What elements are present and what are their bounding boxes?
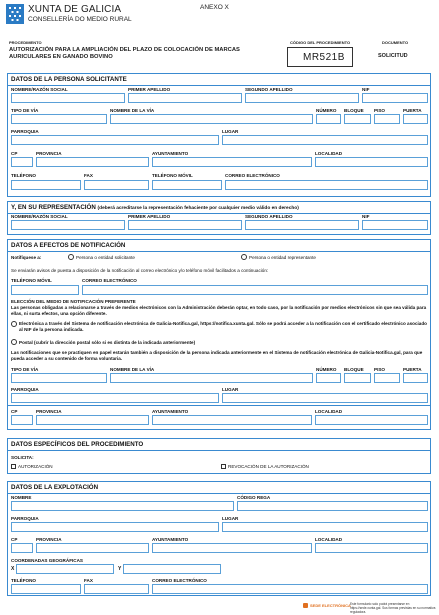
procedure-table	[7, 38, 431, 69]
rep-apellido2-field[interactable]	[245, 220, 359, 230]
lugar-label: LUGAR	[222, 129, 239, 134]
rep-nif-label: NIF	[362, 214, 370, 219]
apellido2-label: SEGUNDO APELLIDO	[245, 87, 293, 92]
exp-localidad-field[interactable]	[315, 543, 428, 553]
doc-value: SOLICITUD	[378, 53, 408, 59]
numero-field[interactable]	[316, 114, 341, 124]
nombre-via-field[interactable]	[110, 114, 313, 124]
exp-ayuntamiento-label: AYUNTAMIENTO	[152, 537, 189, 542]
exp-provincia-label: PROVINCIA	[36, 537, 62, 542]
revocacion-label: REVOCACIÓN DE LA AUTORIZACIÓN	[228, 464, 309, 469]
nombre-label: NOMBRE/RAZÓN SOCIAL	[11, 87, 68, 92]
apellido1-label: PRIMER APELLIDO	[128, 87, 171, 92]
cp-label: CP	[11, 151, 18, 156]
n-piso-label: PISO	[374, 367, 385, 372]
exp-nombre-field[interactable]	[11, 501, 234, 511]
postal-radio[interactable]	[11, 339, 17, 345]
exp-rega-field[interactable]	[237, 501, 428, 511]
exp-cp-field[interactable]	[11, 543, 33, 553]
n-puerta-field[interactable]	[403, 373, 428, 383]
section-title: DATOS A EFECTOS DE NOTIFICACIÓN	[11, 242, 126, 249]
parroquia-field[interactable]	[11, 135, 219, 145]
rep-note: (deberá acreditarse la representación fehaciente por cualquier medio válido en derecho)	[97, 206, 299, 211]
parroquia-label: PARROQUIA	[11, 129, 39, 134]
section-title: DATOS DE LA PERSONA SOLICITANTE	[11, 76, 127, 83]
tipo-via-field[interactable]	[11, 114, 107, 124]
org-title: XUNTA DE GALICIA	[28, 4, 122, 15]
rep-apellido1-label: PRIMER APELLIDO	[128, 214, 171, 219]
piso-field[interactable]	[374, 114, 400, 124]
ayuntamiento-label: AYUNTAMIENTO	[152, 151, 189, 156]
telefono-field[interactable]	[11, 180, 81, 190]
code-label: CÓDIGO DEL PROCEDIMIENTO	[290, 40, 351, 45]
localidad-field[interactable]	[315, 157, 428, 167]
rep-nombre-label: NOMBRE/RAZÓN SOCIAL	[11, 214, 68, 219]
cp-field[interactable]	[11, 157, 33, 167]
notify-solicitante-label: Persona o entidad solicitante	[76, 255, 135, 260]
exp-parroquia-label: PARROQUIA	[11, 516, 39, 521]
provincia-field[interactable]	[36, 157, 149, 167]
notify-representante-radio[interactable]	[241, 254, 247, 260]
xunta-logo-icon	[6, 4, 24, 24]
avisos-text: Se enviarán avisos de puesta a disposición de la notificación al correo electrónico y/o teléfono móvil facilitados a continuación:	[11, 268, 269, 273]
n-ayuntamiento-label: AYUNTAMIENTO	[152, 409, 189, 414]
movil-label: TELÉFONO MÓVIL	[152, 173, 193, 178]
rep-nif-field[interactable]	[362, 220, 428, 230]
n-nombre-via-field[interactable]	[110, 373, 313, 383]
section-title: DATOS DE LA EXPLOTACIÓN	[11, 484, 99, 491]
exp-email-field[interactable]	[152, 584, 428, 594]
sede-icon	[303, 603, 308, 608]
tipo-via-label: TIPO DE VÍA	[11, 108, 39, 113]
autorizacion-checkbox[interactable]	[11, 464, 16, 469]
notif-movil-label: TELÉFONO MÓVIL	[11, 278, 52, 283]
exp-telefono-label: TELÉFONO	[11, 578, 37, 583]
localidad-label: LOCALIDAD	[315, 151, 343, 156]
email-field[interactable]	[225, 180, 428, 190]
eleccion-text: Las personas obligadas a relacionarse a través de medios electrónicos con la Administración deberán optar, en todo caso, por la notificación por medios electrónicos sin que sea válida para ellas, ni surta efectos, una opción diferente.	[11, 305, 427, 316]
n-cp-label: CP	[11, 409, 18, 414]
code-box	[287, 47, 353, 67]
apellido1-field[interactable]	[128, 93, 242, 103]
solicita-label: SOLICITA:	[11, 455, 34, 460]
exp-y-label: Y	[118, 566, 122, 572]
n-provincia-field[interactable]	[36, 415, 149, 425]
n-cp-field[interactable]	[11, 415, 33, 425]
annex-label: ANEXO X	[200, 4, 229, 11]
procedure-text: AUTORIZACIÓN PARA LA AMPLIACIÓN DEL PLAZO DE COLOCACIÓN DE MARCAS AURICULARES EN GANADO BOVINO	[9, 47, 240, 60]
exp-x-field[interactable]	[16, 564, 114, 574]
n-bloque-field[interactable]	[344, 373, 371, 383]
exp-nombre-label: NOMBRE	[11, 495, 32, 500]
org-subtitle: CONSELLERÍA DO MEDIO RURAL	[28, 16, 132, 23]
rep-apellido1-field[interactable]	[128, 220, 242, 230]
n-numero-label: NÚMERO	[316, 367, 337, 372]
nif-field[interactable]	[362, 93, 428, 103]
nombre-field[interactable]	[11, 93, 125, 103]
notify-solicitante-radio[interactable]	[68, 254, 74, 260]
ayuntamiento-field[interactable]	[152, 157, 312, 167]
apellido2-field[interactable]	[245, 93, 359, 103]
fax-label: FAX	[84, 173, 93, 178]
electronica-radio[interactable]	[11, 321, 17, 327]
code-value: MR521B	[303, 52, 345, 63]
notifiquese-label: Notifíquese a:	[11, 255, 42, 260]
nif-label: NIF	[362, 87, 370, 92]
exp-email-label: CORREO ELECTRÓNICO	[152, 578, 207, 583]
exp-provincia-field[interactable]	[36, 543, 149, 553]
section-title	[11, 204, 299, 211]
n-ayuntamiento-field[interactable]	[152, 415, 312, 425]
postal-label: Postal (cubrir la dirección postal sólo si es distinta de la indicada anteriormente)	[19, 340, 196, 345]
fax-field[interactable]	[84, 180, 149, 190]
n-parroquia-label: PARROQUIA	[11, 387, 39, 392]
n-tipo-via-field[interactable]	[11, 373, 107, 383]
n-lugar-label: LUGAR	[222, 387, 239, 392]
n-parroquia-field[interactable]	[11, 393, 219, 403]
exp-lugar-field[interactable]	[222, 522, 428, 532]
n-lugar-field[interactable]	[222, 393, 428, 403]
sede-label: SEDE ELECTRÓNICA	[310, 603, 351, 608]
disposicion-text: Las notificaciones que se practiquen en papel estarán también a disposición de la persona indicada anteriormente en el Sistema de notificación electrónica de Galicia-Notifica.gal, para que pueda acceder a su contenido de forma voluntaria.	[11, 350, 423, 361]
n-bloque-label: BLOQUE	[344, 367, 364, 372]
bloque-field[interactable]	[344, 114, 371, 124]
n-piso-field[interactable]	[374, 373, 400, 383]
section-especificos	[7, 438, 431, 474]
telefono-label: TELÉFONO	[11, 173, 37, 178]
footer-note: Este formulario solo podrá presentarse en https://sede.xunta.gal. Sus formas previstas en su normativa reguladora.	[350, 602, 436, 614]
n-provincia-label: PROVINCIA	[36, 409, 62, 414]
autorizacion-label: AUTORIZACIÓN	[18, 464, 53, 469]
exp-cp-label: CP	[11, 537, 18, 542]
numero-label: NÚMERO	[316, 108, 337, 113]
exp-rega-label: CÓDIGO REGA	[237, 495, 271, 500]
rep-apellido2-label: SEGUNDO APELLIDO	[245, 214, 293, 219]
procedure-label: PROCEDIMENTO	[9, 40, 42, 45]
notify-representante-label: Persona o entidad representante	[249, 255, 316, 260]
notif-movil-field[interactable]	[11, 285, 79, 295]
notif-email-field[interactable]	[82, 285, 428, 295]
exp-coordenadas-label: COORDENADAS GEOGRÁFICAS	[11, 558, 83, 563]
exp-ayuntamiento-field[interactable]	[152, 543, 312, 553]
n-localidad-label: LOCALIDAD	[315, 409, 343, 414]
email-label: CORREO ELECTRÓNICO	[225, 173, 280, 178]
exp-telefono-field[interactable]	[11, 584, 81, 594]
electronica-label: Electrónica a través del Sistema de notificación electrónica de Galicia-Notifica.gal, https://notifica.xunta.gal. Sólo se podrá acceder a la notificación con el certificado electrónico asociado al NIF de la persona indicada.	[19, 321, 427, 332]
exp-parroquia-field[interactable]	[11, 522, 219, 532]
section-explotacion	[7, 481, 431, 596]
exp-localidad-label: LOCALIDAD	[315, 537, 343, 542]
lugar-field[interactable]	[222, 135, 428, 145]
provincia-label: PROVINCIA	[36, 151, 62, 156]
puerta-field[interactable]	[403, 114, 428, 124]
revocacion-checkbox[interactable]	[221, 464, 226, 469]
exp-fax-field[interactable]	[84, 584, 149, 594]
piso-label: PISO	[374, 108, 385, 113]
doc-label: DOCUMENTO	[382, 40, 409, 45]
bloque-label: BLOQUE	[344, 108, 364, 113]
exp-x-label: X	[11, 566, 15, 572]
n-nombre-via-label: NOMBRE DE LA VÍA	[110, 367, 155, 372]
notif-email-label: CORREO ELECTRÓNICO	[82, 278, 137, 283]
n-numero-field[interactable]	[316, 373, 341, 383]
eleccion-title: ELECCIÓN DEL MEDIO DE NOTIFICACIÓN PREFERENTE	[11, 299, 136, 304]
rep-title: Y, EN SU REPRESENTACIÓN	[11, 204, 96, 211]
n-tipo-via-label: TIPO DE VÍA	[11, 367, 39, 372]
n-puerta-label: PUERTA	[403, 367, 422, 372]
rep-nombre-field[interactable]	[11, 220, 125, 230]
section-title: DATOS ESPECÍFICOS DEL PROCEDIMIENTO	[11, 441, 144, 448]
puerta-label: PUERTA	[403, 108, 422, 113]
exp-y-field[interactable]	[123, 564, 221, 574]
exp-lugar-label: LUGAR	[222, 516, 239, 521]
exp-fax-label: FAX	[84, 578, 93, 583]
movil-field[interactable]	[152, 180, 222, 190]
nombre-via-label: NOMBRE DE LA VÍA	[110, 108, 155, 113]
n-localidad-field[interactable]	[315, 415, 428, 425]
